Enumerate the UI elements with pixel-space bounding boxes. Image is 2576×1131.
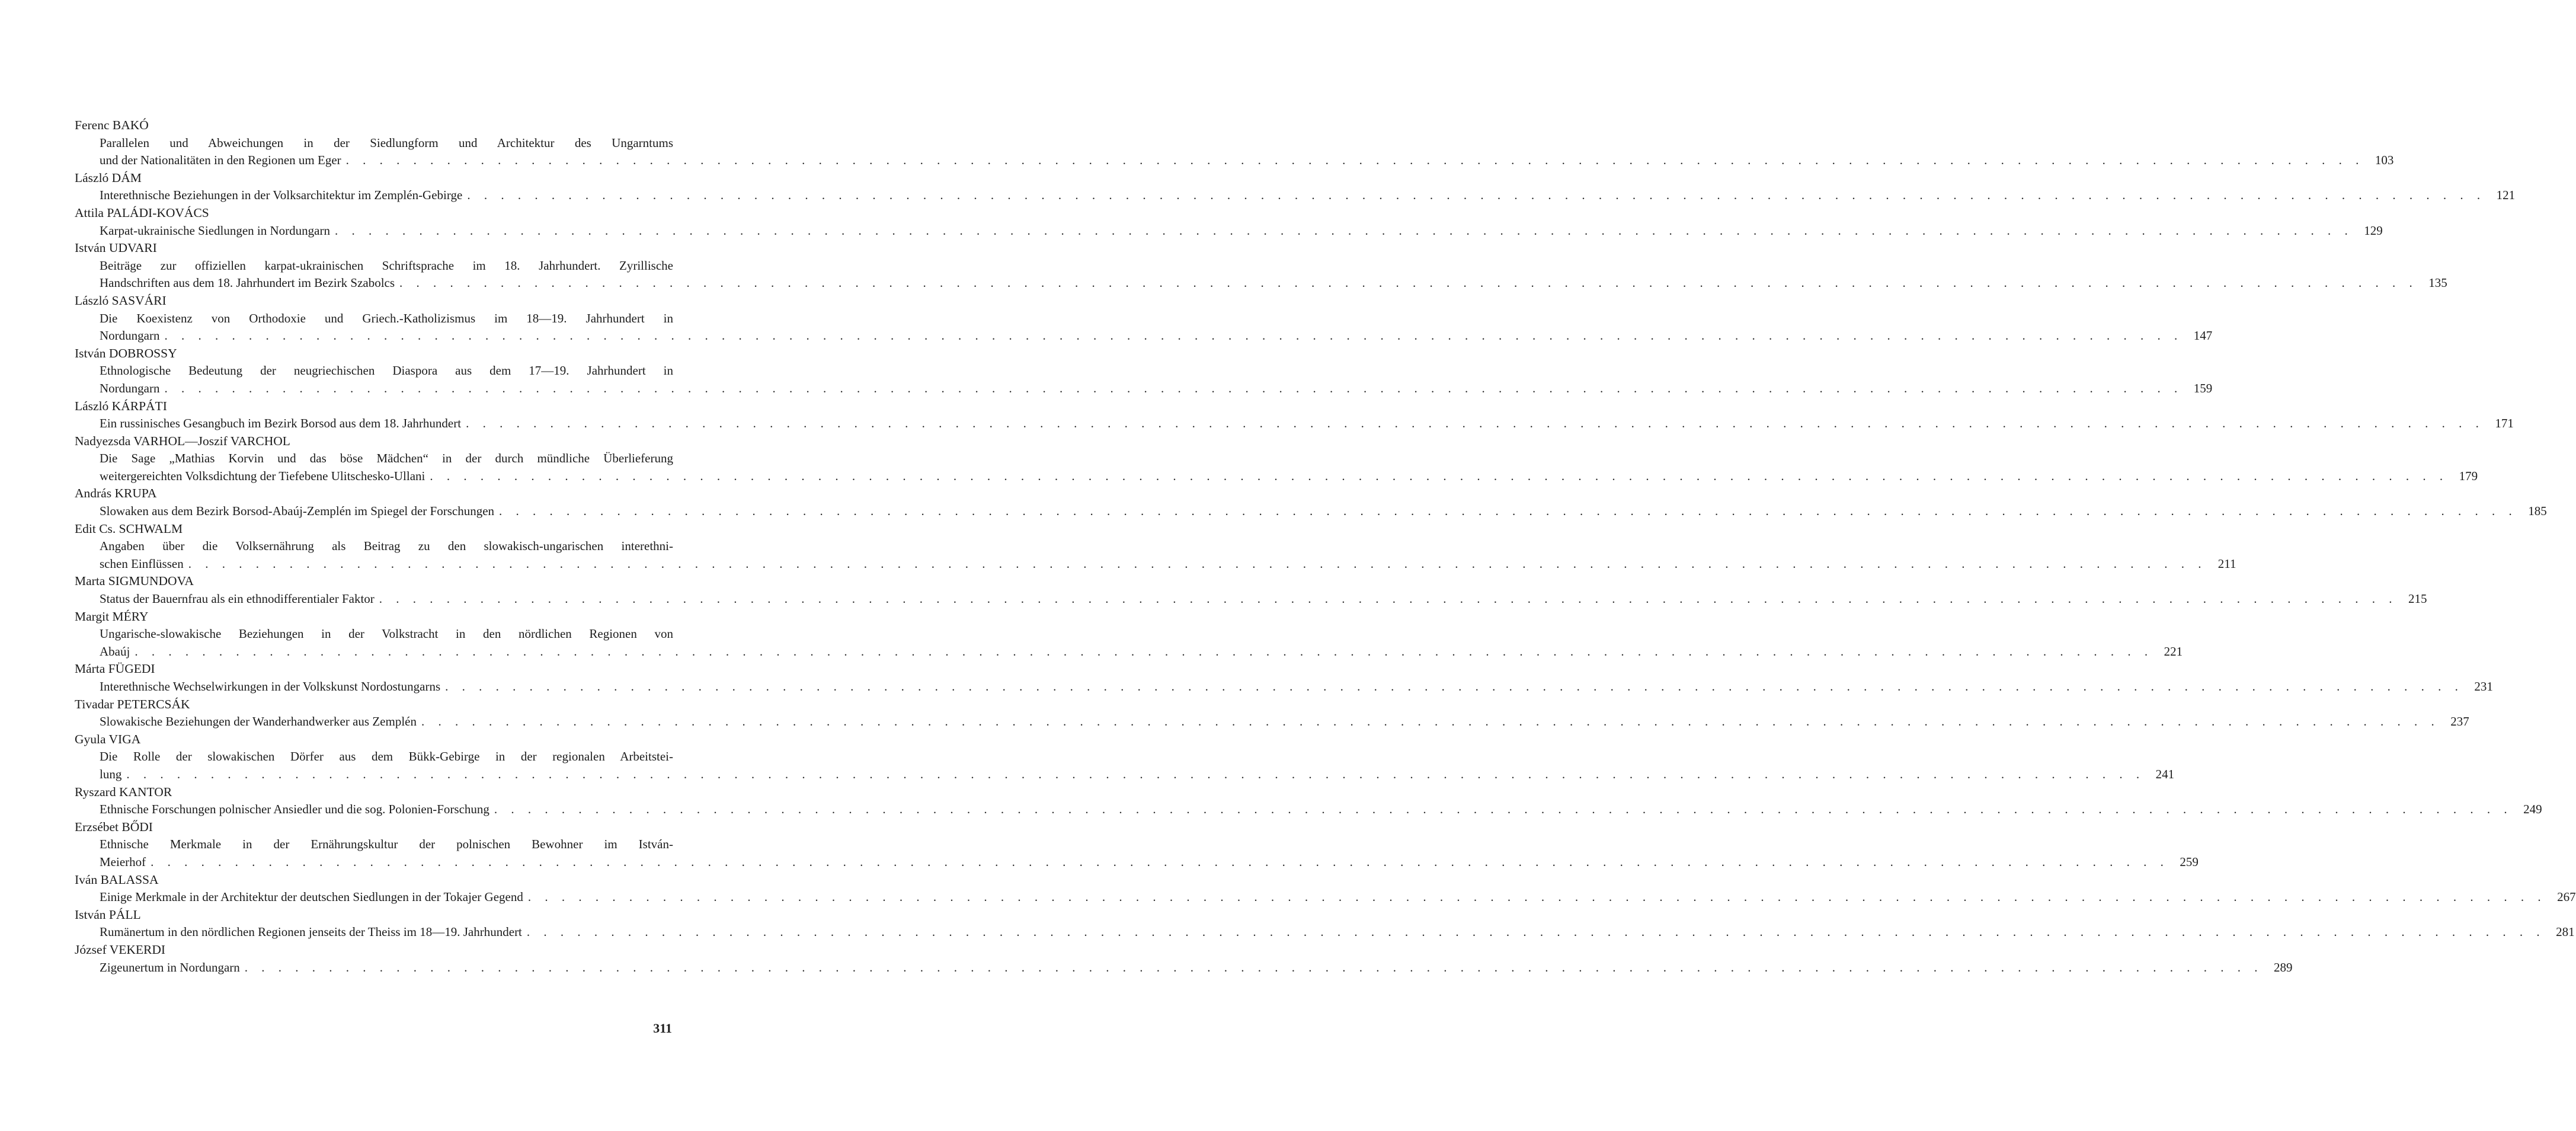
entry-page-number: 121 — [2496, 188, 2516, 203]
toc-entry — [75, 696, 2469, 731]
dot-leader: . . . . . . . . . . . . . . . . . . . . . . . . . . . . . . . . . . . . . . . . . . . . . . . . . . . . . . . . . . . . . . . . . . . . . . . . . . . . . . . . . . . . . . . . . . . . . . . . . . . . . . . . . . . . . . . . . . . . . . . . — [379, 592, 2398, 606]
entry-title-line: Ethnologische Bedeutung der neugriechischen Diaspora aus dem 17—19. Jahrhundert in — [100, 363, 673, 378]
entry-author: Tivadar PETERCSÁK — [75, 697, 190, 711]
dot-leader: . . . . . . . . . . . . . . . . . . . . . . . . . . . . . . . . . . . . . . . . . . . . . . . . . . . . . . . . . . . . . . . . . . . . . . . . . . . . . . . . . . . . . . . . . . . . . . . . . . . . . . . . . . . . . . . . . . . . . . . . — [467, 188, 2486, 203]
entry-author: József VEKERDI — [75, 942, 166, 957]
dot-leader: . . . . . . . . . . . . . . . . . . . . . . . . . . . . . . . . . . . . . . . . . . . . . . . . . . . . . . . . . . . . . . . . . . . . . . . . . . . . . . . . . . . . . . . . . . . . . . . . . . . . . . . . . . . . . . . . . . . . . . . . — [126, 766, 2145, 781]
entry-author: Marta SIGMUNDOVA — [75, 574, 194, 589]
dot-leader: . . . . . . . . . . . . . . . . . . . . . . . . . . . . . . . . . . . . . . . . . . . . . . . . . . . . . . . . . . . . . . . . . . . . . . . . . . . . . . . . . . . . . . . . . . . . . . . . . . . . . . . . . . . . . . . . . . . . . . . . — [151, 854, 2169, 869]
toc-entry — [75, 871, 2576, 906]
entry-title-text: Status der Bauernfrau als ein ethnodifferentialer Faktor — [100, 592, 375, 606]
entry-author: Ferenc BAKÓ — [75, 118, 149, 132]
entry-title-line: Die Sage „Mathias Korvin und das böse Mädchen“ in der durch mündliche Überlieferung — [100, 451, 673, 466]
toc-entry — [75, 345, 2213, 398]
toc-entry — [75, 292, 2213, 345]
entry-author: László KÁRPÁTI — [75, 398, 167, 413]
entry-title-last-line — [100, 590, 2427, 608]
entry-title — [100, 362, 2213, 397]
entry-title-last-line — [100, 187, 2516, 205]
toc-entry — [75, 117, 2394, 170]
entry-title — [100, 538, 2236, 573]
entry-title-text: und der Nationalitäten in den Regionen um Eger — [100, 153, 341, 168]
entry-author: Nadyezsda VARHOL—Joszif VARCHOL — [75, 433, 290, 448]
entry-title — [100, 748, 2175, 783]
entry-page-number: 185 — [2528, 504, 2547, 519]
entry-author: András KRUPA — [75, 486, 157, 501]
dot-leader: . . . . . . . . . . . . . . . . . . . . . . . . . . . . . . . . . . . . . . . . . . . . . . . . . . . . . . . . . . . . . . . . . . . . . . . . . . . . . . . . . . . . . . . . . . . . . . . . . . . . . . . . . . . . . . . . . . . . . . . . — [430, 468, 2449, 483]
entry-title — [100, 959, 2293, 977]
entry-title — [100, 187, 2516, 205]
toc-entry — [75, 485, 2547, 520]
entry-title-line: Parallelen und Abweichungen in der Siedlungform und Architektur des Ungarntums — [100, 135, 673, 150]
entry-title — [100, 257, 2447, 292]
toc-entry — [75, 520, 2236, 573]
entry-title — [100, 590, 2427, 608]
entry-title-text: Slowakische Beziehungen der Wanderhandwerker aus Zemplén — [100, 714, 417, 729]
entry-title — [100, 836, 2199, 871]
entry-title-text: Ein russinisches Gesangbuch im Bezirk Borsod aus dem 18. Jahrhundert — [100, 416, 462, 431]
entry-page-number: 129 — [2364, 223, 2383, 238]
entry-page-number: 289 — [2274, 960, 2293, 975]
entry-page-number: 147 — [2193, 328, 2213, 343]
entry-page-number: 267 — [2557, 890, 2576, 905]
dot-leader: . . . . . . . . . . . . . . . . . . . . . . . . . . . . . . . . . . . . . . . . . . . . . . . . . . . . . . . . . . . . . . . . . . . . . . . . . . . . . . . . . . . . . . . . . . . . . . . . . . . . . . . . . . . . . . . . . . . . . . . . — [445, 679, 2463, 694]
page-number: 311 — [653, 1021, 672, 1036]
entry-title-last-line — [100, 889, 2576, 906]
toc-entry — [75, 433, 2478, 485]
entry-title-last-line — [100, 415, 2514, 433]
toc-entry — [75, 398, 2514, 433]
toc-entry — [75, 573, 2427, 608]
dot-leader: . . . . . . . . . . . . . . . . . . . . . . . . . . . . . . . . . . . . . . . . . . . . . . . . . . . . . . . . . . . . . . . . . . . . . . . . . . . . . . . . . . . . . . . . . . . . . . . . . . . . . . . . . . . . . . . . . . . . . . . . — [164, 381, 2183, 395]
entry-title-last-line — [100, 503, 2547, 520]
entry-author: Edit Cs. SCHWALM — [75, 521, 183, 536]
entry-author: László DÁM — [75, 170, 142, 185]
entry-title-last-line — [100, 713, 2469, 731]
entry-page-number: 259 — [2180, 854, 2199, 869]
dot-leader: . . . . . . . . . . . . . . . . . . . . . . . . . . . . . . . . . . . . . . . . . . . . . . . . . . . . . . . . . . . . . . . . . . . . . . . . . . . . . . . . . . . . . . . . . . . . . . . . . . . . . . . . . . . . . . . . . . . . . . . . — [421, 714, 2440, 729]
entry-title-line: Beiträge zur offiziellen karpat-ukrainischen Schriftsprache im 18. Jahrhundert. Zyrillische — [100, 258, 673, 273]
entry-title-last-line — [100, 468, 2478, 485]
toc-entry — [75, 660, 2493, 695]
entry-title-last-line — [100, 678, 2493, 696]
entry-title-text: Interethnische Beziehungen in der Volksarchitektur im Zemplén-Gebirge — [100, 188, 463, 203]
dot-leader: . . . . . . . . . . . . . . . . . . . . . . . . . . . . . . . . . . . . . . . . . . . . . . . . . . . . . . . . . . . . . . . . . . . . . . . . . . . . . . . . . . . . . . . . . . . . . . . . . . . . . . . . . . . . . . . . . . . . . . . . — [244, 960, 2263, 975]
entry-title-text: Handschriften aus dem 18. Jahrhundert im Bezirk Szabolcs — [100, 276, 395, 290]
entry-title — [100, 924, 2575, 941]
entry-title-text: schen Einflüssen — [100, 556, 184, 571]
dot-leader: . . . . . . . . . . . . . . . . . . . . . . . . . . . . . . . . . . . . . . . . . . . . . . . . . . . . . . . . . . . . . . . . . . . . . . . . . . . . . . . . . . . . . . . . . . . . . . . . . . . . . . . . . . . . . . . . . . . . . . . . — [494, 802, 2513, 817]
entry-page-number: 103 — [2375, 153, 2394, 168]
entry-title-last-line — [100, 152, 2394, 170]
dot-leader: . . . . . . . . . . . . . . . . . . . . . . . . . . . . . . . . . . . . . . . . . . . . . . . . . . . . . . . . . . . . . . . . . . . . . . . . . . . . . . . . . . . . . . . . . . . . . . . . . . . . . . . . . . . . . . . . . . . . . . . . — [135, 644, 2153, 659]
toc-entry — [75, 608, 2183, 661]
toc-entry — [75, 239, 2447, 292]
entry-page-number: 241 — [2155, 766, 2175, 781]
dot-leader: . . . . . . . . . . . . . . . . . . . . . . . . . . . . . . . . . . . . . . . . . . . . . . . . . . . . . . . . . . . . . . . . . . . . . . . . . . . . . . . . . . . . . . . . . . . . . . . . . . . . . . . . . . . . . . . . . . . . . . . . — [526, 925, 2545, 940]
toc-entry — [75, 205, 2383, 239]
entry-page-number: 221 — [2164, 644, 2183, 659]
entry-author: István DOBROSSY — [75, 346, 177, 360]
toc-entry — [75, 819, 2199, 871]
entry-title-line: Ungarische-slowakische Beziehungen in der Volkstracht in den nördlichen Regionen von — [100, 627, 673, 641]
toc-entry — [75, 784, 2542, 819]
entry-title-text: Ethnische Forschungen polnischer Ansiedler und die sog. Polonien-Forschung — [100, 802, 489, 817]
entry-title-line: Die Koexistenz von Orthodoxie und Griech.-Katholizismus im 18—19. Jahrhundert in — [100, 311, 673, 325]
entry-title — [100, 889, 2576, 906]
entry-page-number: 237 — [2450, 714, 2469, 729]
dot-leader: . . . . . . . . . . . . . . . . . . . . . . . . . . . . . . . . . . . . . . . . . . . . . . . . . . . . . . . . . . . . . . . . . . . . . . . . . . . . . . . . . . . . . . . . . . . . . . . . . . . . . . . . . . . . . . . . . . . . . . . . — [164, 328, 2183, 343]
entry-title-last-line — [100, 924, 2575, 941]
entry-title-text: Slowaken aus dem Bezirk Borsod-Abaúj-Zemplén im Spiegel der Forschungen — [100, 504, 495, 519]
entry-title-text: Abaúj — [100, 644, 130, 659]
entry-title-last-line — [100, 959, 2293, 977]
entry-title — [100, 503, 2547, 520]
toc-entry — [75, 170, 2516, 205]
entry-page-number: 215 — [2408, 592, 2427, 606]
entry-page-number: 249 — [2523, 802, 2542, 817]
entry-page-number: 159 — [2193, 381, 2213, 395]
entry-title-last-line — [100, 766, 2175, 784]
entry-title-text: Meierhof — [100, 854, 146, 869]
entry-title — [100, 415, 2514, 433]
entry-author: Iván BALASSA — [75, 872, 159, 887]
entry-title-last-line — [100, 801, 2542, 819]
entry-title-last-line — [100, 854, 2199, 871]
entry-page-number: 281 — [2556, 925, 2575, 940]
entry-author: Ryszard KANTOR — [75, 784, 172, 799]
entry-title-text: Zigeunertum in Nordungarn — [100, 960, 240, 975]
dot-leader: . . . . . . . . . . . . . . . . . . . . . . . . . . . . . . . . . . . . . . . . . . . . . . . . . . . . . . . . . . . . . . . . . . . . . . . . . . . . . . . . . . . . . . . . . . . . . . . . . . . . . . . . . . . . . . . . . . . . . . . . — [345, 153, 2364, 168]
entry-author: Attila PALÁDI-KOVÁCS — [75, 205, 209, 220]
entry-title-text: Nordungarn — [100, 381, 160, 395]
dot-leader: . . . . . . . . . . . . . . . . . . . . . . . . . . . . . . . . . . . . . . . . . . . . . . . . . . . . . . . . . . . . . . . . . . . . . . . . . . . . . . . . . . . . . . . . . . . . . . . . . . . . . . . . . . . . . . . . . . . . . . . . — [188, 556, 2207, 571]
entry-title — [100, 801, 2542, 819]
dot-leader: . . . . . . . . . . . . . . . . . . . . . . . . . . . . . . . . . . . . . . . . . . . . . . . . . . . . . . . . . . . . . . . . . . . . . . . . . . . . . . . . . . . . . . . . . . . . . . . . . . . . . . . . . . . . . . . . . . . . . . . . — [499, 504, 2517, 519]
entry-author: Gyula VIGA — [75, 731, 141, 746]
entry-title — [100, 222, 2383, 240]
entry-title-text: lung — [100, 766, 122, 781]
entry-title-text: Interethnische Wechselwirkungen in der Volkskunst Nordostungarns — [100, 679, 441, 694]
entry-title-last-line — [100, 643, 2183, 661]
entry-title-last-line — [100, 555, 2236, 573]
entry-title-text: Einige Merkmale in der Architektur der deutschen Siedlungen in der Tokajer Gegend — [100, 890, 523, 905]
entry-page-number: 171 — [2495, 416, 2514, 431]
table-of-contents — [75, 117, 2576, 976]
entry-author: Margit MÉRY — [75, 609, 149, 624]
entry-title — [100, 713, 2469, 731]
entry-author: Márta FÜGEDI — [75, 662, 155, 676]
entry-title-text: Karpat-ukrainische Siedlungen in Nordungarn — [100, 223, 330, 238]
toc-entry — [75, 731, 2175, 784]
entry-title — [100, 135, 2394, 170]
entry-title-last-line — [100, 274, 2447, 292]
entry-title — [100, 310, 2213, 345]
entry-page-number: 211 — [2217, 556, 2236, 571]
entry-author: István UDVARI — [75, 241, 157, 255]
entry-title-line: Die Rolle der slowakischen Dörfer aus dem Bükk-Gebirge in der regionalen Arbeitstei- — [100, 749, 673, 764]
entry-title-last-line — [100, 327, 2213, 345]
entry-title-text: weitergereichten Volksdichtung der Tiefebene Ulitschesko-Ullani — [100, 468, 425, 483]
entry-title-line: Ethnische Merkmale in der Ernährungskultur der polnischen Bewohner im István- — [100, 837, 673, 852]
dot-leader: . . . . . . . . . . . . . . . . . . . . . . . . . . . . . . . . . . . . . . . . . . . . . . . . . . . . . . . . . . . . . . . . . . . . . . . . . . . . . . . . . . . . . . . . . . . . . . . . . . . . . . . . . . . . . . . . . . . . . . . . — [527, 890, 2546, 905]
entry-title-last-line — [100, 222, 2383, 240]
entry-author: István PÁLL — [75, 907, 141, 922]
entry-title — [100, 450, 2478, 485]
dot-leader: . . . . . . . . . . . . . . . . . . . . . . . . . . . . . . . . . . . . . . . . . . . . . . . . . . . . . . . . . . . . . . . . . . . . . . . . . . . . . . . . . . . . . . . . . . . . . . . . . . . . . . . . . . . . . . . . . . . . . . . . — [334, 223, 2353, 238]
toc-entry — [75, 906, 2575, 941]
entry-page-number: 231 — [2474, 679, 2493, 694]
entry-title-text: Rumänertum in den nördlichen Regionen jenseits der Theiss im 18—19. Jahrhundert — [100, 925, 522, 940]
dot-leader: . . . . . . . . . . . . . . . . . . . . . . . . . . . . . . . . . . . . . . . . . . . . . . . . . . . . . . . . . . . . . . . . . . . . . . . . . . . . . . . . . . . . . . . . . . . . . . . . . . . . . . . . . . . . . . . . . . . . . . . . — [466, 416, 2484, 431]
entry-title-text: Nordungarn — [100, 328, 160, 343]
entry-page-number: 135 — [2428, 276, 2447, 290]
entry-title-line: Angaben über die Volksernährung als Beitrag zu den slowakisch-ungarischen interethni- — [100, 539, 673, 554]
entry-title — [100, 625, 2183, 660]
entry-title — [100, 678, 2493, 696]
entry-author: Erzsébet BŐDI — [75, 819, 153, 834]
entry-author: László SASVÁRI — [75, 293, 167, 308]
toc-entry — [75, 941, 2293, 976]
entry-title-last-line — [100, 380, 2213, 398]
entry-page-number: 179 — [2459, 468, 2478, 483]
dot-leader: . . . . . . . . . . . . . . . . . . . . . . . . . . . . . . . . . . . . . . . . . . . . . . . . . . . . . . . . . . . . . . . . . . . . . . . . . . . . . . . . . . . . . . . . . . . . . . . . . . . . . . . . . . . . . . . . . . . . . . . . — [399, 276, 2418, 290]
